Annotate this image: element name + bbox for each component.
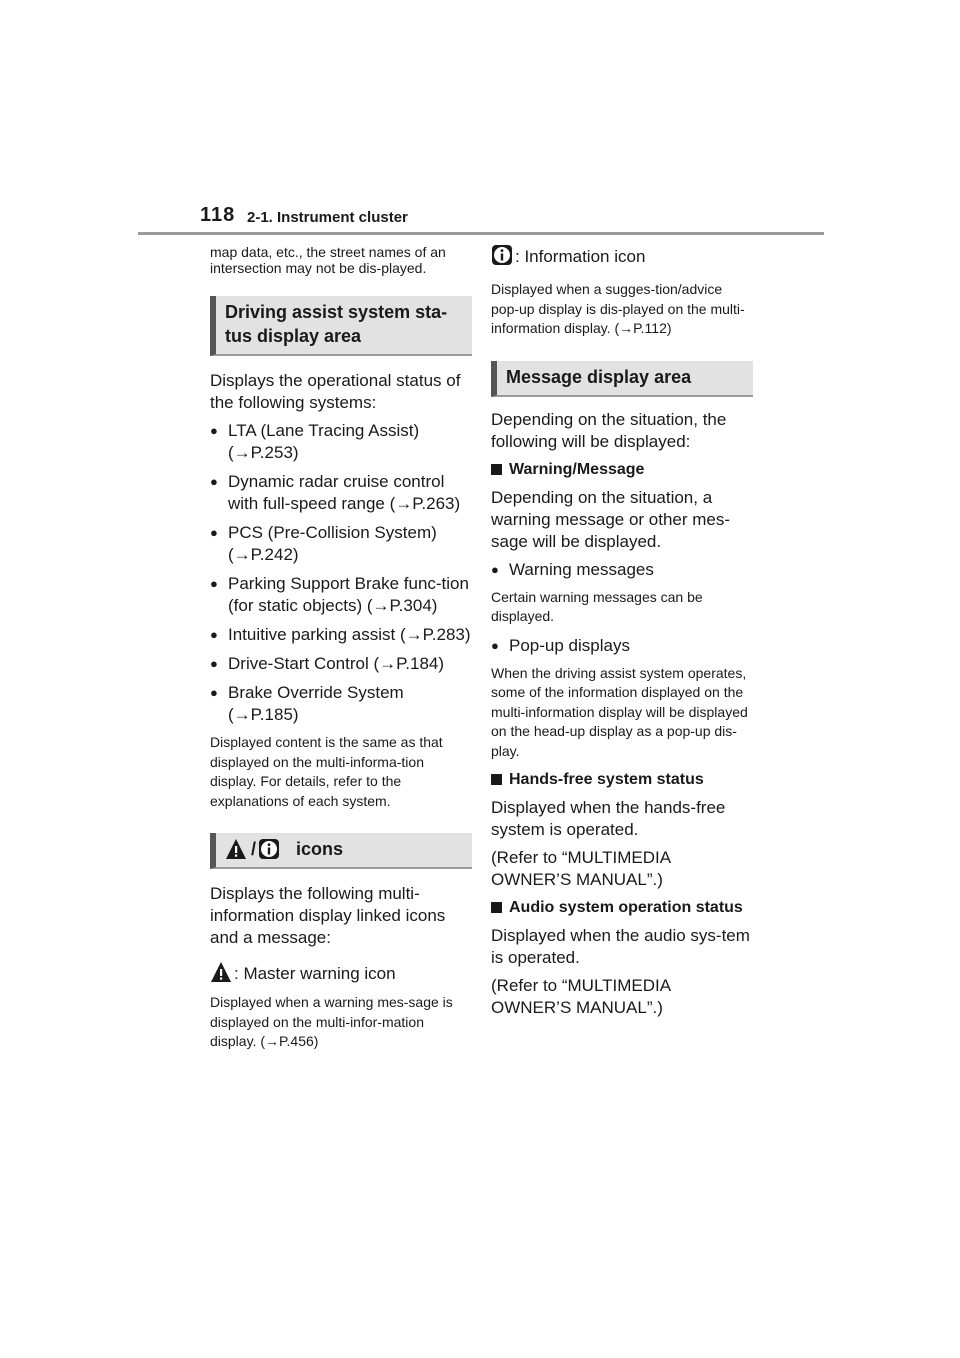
paragraph-situation: Depending on the situation, the following will be displayed: — [491, 409, 727, 451]
list-item: ● Warning messages — [491, 559, 753, 581]
list-item: ● Intuitive parking assist (→P.283) — [210, 624, 472, 646]
heading-message-display: Message display area — [491, 361, 753, 397]
warning-triangle-icon — [225, 838, 247, 860]
paragraph-audio: Displayed when the audio sys-tem is operated. — [491, 926, 750, 967]
list-item: ● Brake Override System (→P.185) — [210, 682, 472, 726]
intro-text: map data, etc., the street names of an intersection may not be dis-played. — [210, 244, 446, 276]
paragraph-linked-icons: Displays the following multi-information display linked icons and a message: — [210, 884, 446, 947]
heading-icons — [210, 833, 472, 869]
information-note: Displayed when a sugges-tion/advice pop-up display is dis-played on the multi-information display. (→P.112) — [491, 281, 745, 336]
list-item: ● Pop-up displays — [491, 635, 753, 657]
paragraph-operational-status: Displays the operational status of the following systems: — [210, 371, 461, 412]
section-title: 2-1. Instrument cluster — [247, 209, 408, 226]
list-item: ● Parking Support Brake func-tion (for static objects) (→P.304) — [210, 573, 472, 617]
note-popup-displays: When the driving assist system operates, some of the information displayed on the multi-information display will be displayed on the head-up display as a pop-up dis-play. — [491, 664, 748, 759]
heading-icons-label: icons — [296, 839, 344, 859]
header-rule — [138, 232, 824, 235]
square-bullet-icon — [491, 464, 502, 475]
information-row — [491, 244, 753, 268]
information-icon — [258, 838, 280, 860]
left-column — [210, 244, 472, 1060]
note-displayed-content: Displayed content is the same as that displayed on the multi-informa-tion display. For details, refer to the explanations of each system. — [210, 734, 443, 809]
paragraph-hands-free: Displayed when the hands-free system is operated. — [491, 798, 726, 839]
list-item: ● PCS (Pre-Collision System) (→P.242) — [210, 522, 472, 566]
subheading-audio: Audio system operation status — [491, 897, 753, 919]
right-column — [491, 244, 753, 1025]
list-item: ● LTA (Lane Tracing Assist) (→P.253) — [210, 420, 472, 464]
heading-slash: / — [251, 839, 257, 859]
paragraph-audio-ref: (Refer to “MULTIMEDIA OWNER’S MANUAL”.) — [491, 976, 671, 1017]
paragraph-hands-free-ref: (Refer to “MULTIMEDIA OWNER’S MANUAL”.) — [491, 848, 671, 889]
page-header — [200, 200, 824, 236]
subheading-hands-free: Hands-free system status — [491, 769, 753, 791]
heading-driving-assist: Driving assist system sta-tus display area — [210, 296, 472, 356]
paragraph-warning-message: Depending on the situation, a warning message or other mes-sage will be displayed. — [491, 487, 731, 551]
information-icon — [491, 244, 513, 266]
systems-list — [210, 420, 472, 726]
master-warning-row — [210, 961, 472, 985]
master-warning-label: : Master warning icon — [234, 964, 396, 983]
square-bullet-icon — [491, 902, 502, 913]
list-item: ● Drive-Start Control (→P.184) — [210, 653, 472, 675]
information-label: : Information icon — [515, 247, 646, 266]
square-bullet-icon — [491, 774, 502, 785]
list-item: ● Dynamic radar cruise control with full-speed range (→P.263) — [210, 471, 472, 515]
master-warning-note: Displayed when a warning mes-sage is displayed on the multi-infor-mation display. (→P.456) — [210, 994, 453, 1049]
note-warning-messages: Certain warning messages can be displayed. — [491, 588, 703, 624]
warning-triangle-icon — [210, 961, 232, 983]
page-number: 118 — [200, 204, 236, 226]
subheading-warning-message: Warning/Message — [491, 459, 753, 481]
